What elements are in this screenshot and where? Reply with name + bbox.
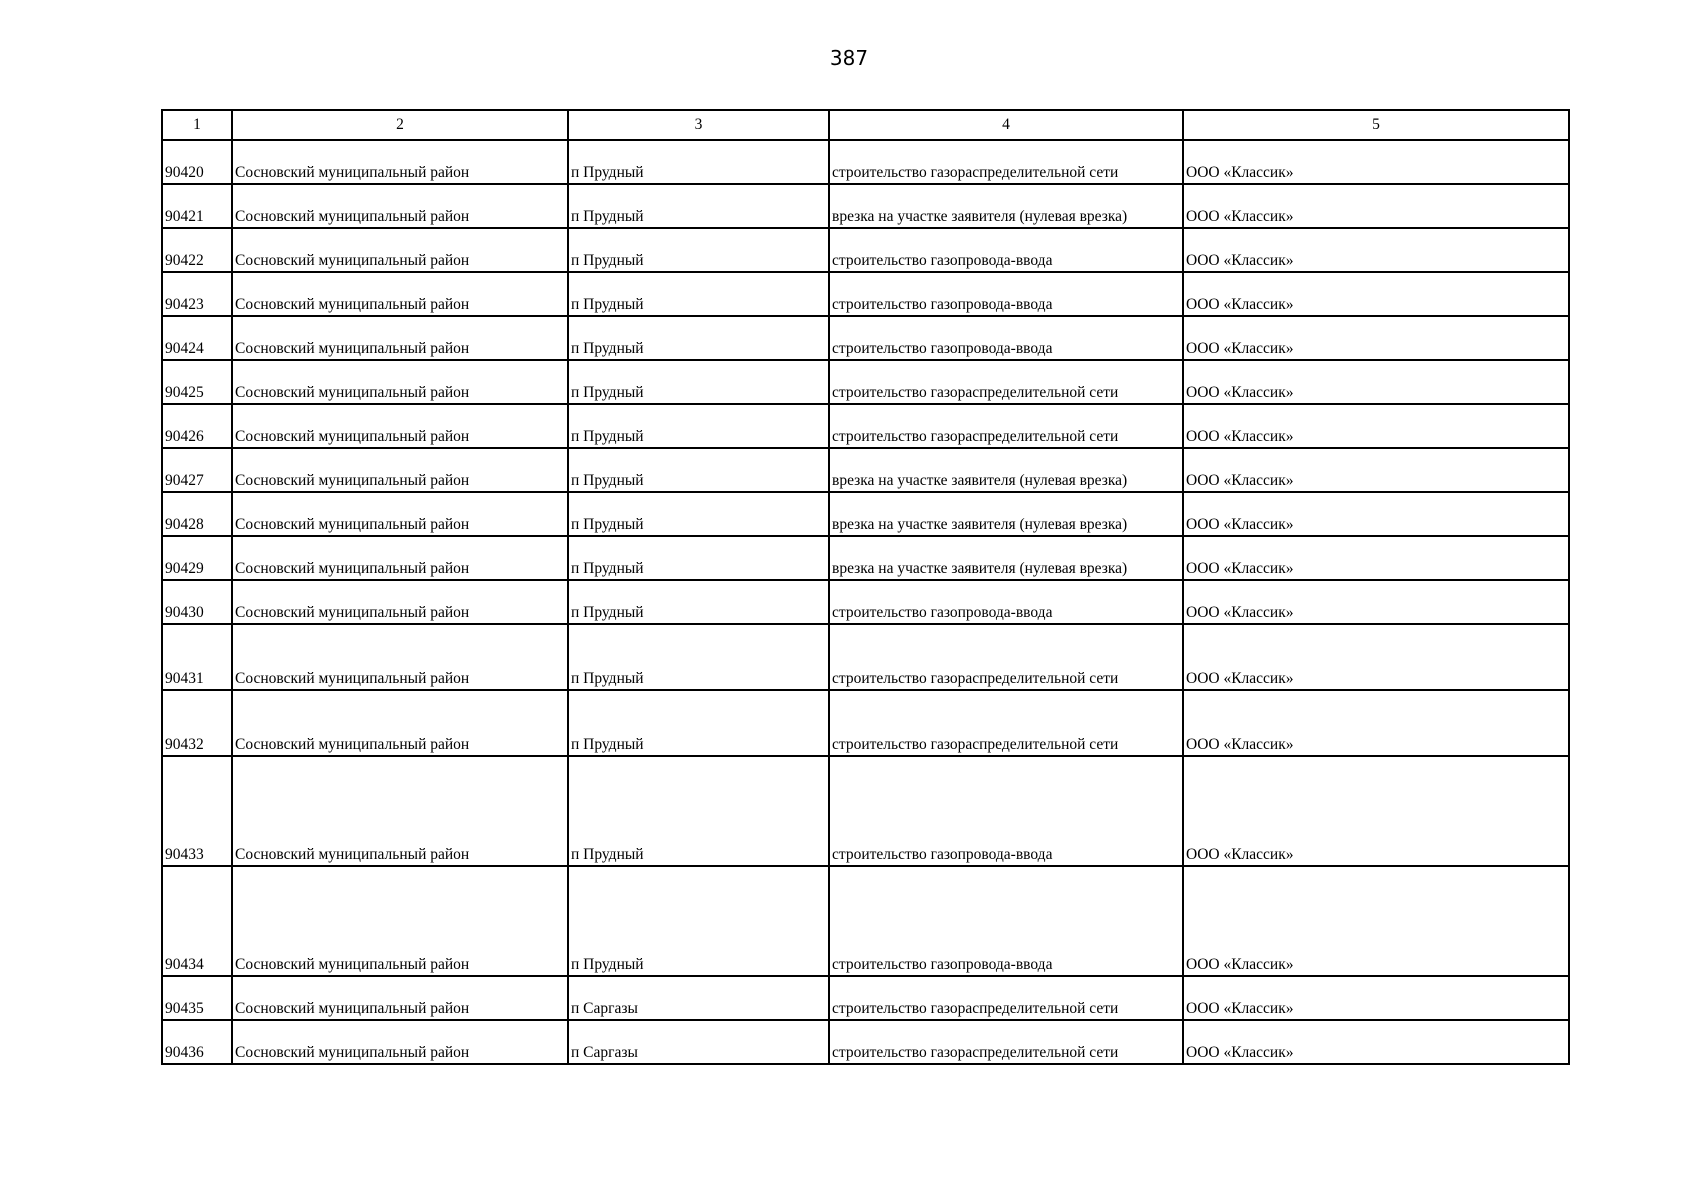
work-type-cell: врезка на участке заявителя (нулевая врезка) <box>829 536 1183 580</box>
district-cell: Сосновский муниципальный район <box>232 690 568 756</box>
settlement-cell: п Прудный <box>568 360 829 404</box>
table-row <box>162 580 1569 624</box>
district-cell: Сосновский муниципальный район <box>232 536 568 580</box>
row-id-cell: 90430 <box>162 580 232 624</box>
row-id-cell: 90432 <box>162 690 232 756</box>
row-id-cell: 90425 <box>162 360 232 404</box>
page-number: 387 <box>829 46 869 70</box>
table-row <box>162 360 1569 404</box>
table-row <box>162 624 1569 690</box>
table-row <box>162 228 1569 272</box>
row-id-cell: 90420 <box>162 140 232 184</box>
settlement-cell: п Прудный <box>568 404 829 448</box>
table-row <box>162 404 1569 448</box>
organization-cell: ООО «Классик» <box>1183 536 1569 580</box>
table-row <box>162 140 1569 184</box>
settlement-cell: п Прудный <box>568 536 829 580</box>
settlement-cell: п Прудный <box>568 756 829 866</box>
table-row <box>162 866 1569 976</box>
register-table <box>161 109 1570 1065</box>
work-type-cell: строительство газораспределительной сети <box>829 690 1183 756</box>
row-id-cell: 90429 <box>162 536 232 580</box>
district-cell: Сосновский муниципальный район <box>232 272 568 316</box>
settlement-cell: п Прудный <box>568 448 829 492</box>
organization-cell: ООО «Классик» <box>1183 272 1569 316</box>
organization-cell: ООО «Классик» <box>1183 404 1569 448</box>
organization-cell: ООО «Классик» <box>1183 228 1569 272</box>
column-header-3: 3 <box>568 110 829 140</box>
row-id-cell: 90424 <box>162 316 232 360</box>
table-row <box>162 272 1569 316</box>
row-id-cell: 90422 <box>162 228 232 272</box>
organization-cell: ООО «Классик» <box>1183 976 1569 1020</box>
work-type-cell: строительство газопровода-ввода <box>829 272 1183 316</box>
district-cell: Сосновский муниципальный район <box>232 492 568 536</box>
organization-cell: ООО «Классик» <box>1183 316 1569 360</box>
work-type-cell: строительство газопровода-ввода <box>829 228 1183 272</box>
work-type-cell: врезка на участке заявителя (нулевая врезка) <box>829 184 1183 228</box>
district-cell: Сосновский муниципальный район <box>232 360 568 404</box>
work-type-cell: строительство газораспределительной сети <box>829 404 1183 448</box>
work-type-cell: врезка на участке заявителя (нулевая врезка) <box>829 448 1183 492</box>
settlement-cell: п Саргазы <box>568 976 829 1020</box>
settlement-cell: п Прудный <box>568 492 829 536</box>
organization-cell: ООО «Классик» <box>1183 1020 1569 1064</box>
district-cell: Сосновский муниципальный район <box>232 448 568 492</box>
settlement-cell: п Прудный <box>568 272 829 316</box>
settlement-cell: п Прудный <box>568 690 829 756</box>
district-cell: Сосновский муниципальный район <box>232 404 568 448</box>
organization-cell: ООО «Классик» <box>1183 580 1569 624</box>
work-type-cell: строительство газопровода-ввода <box>829 866 1183 976</box>
table-row <box>162 756 1569 866</box>
column-header-1: 1 <box>162 110 232 140</box>
work-type-cell: строительство газораспределительной сети <box>829 360 1183 404</box>
row-id-cell: 90427 <box>162 448 232 492</box>
row-id-cell: 90428 <box>162 492 232 536</box>
work-type-cell: строительство газораспределительной сети <box>829 624 1183 690</box>
district-cell: Сосновский муниципальный район <box>232 228 568 272</box>
organization-cell: ООО «Классик» <box>1183 756 1569 866</box>
column-header-4: 4 <box>829 110 1183 140</box>
row-id-cell: 90421 <box>162 184 232 228</box>
table-row <box>162 184 1569 228</box>
organization-cell: ООО «Классик» <box>1183 184 1569 228</box>
row-id-cell: 90434 <box>162 866 232 976</box>
work-type-cell: строительство газораспределительной сети <box>829 140 1183 184</box>
table-row <box>162 1020 1569 1064</box>
work-type-cell: строительство газораспределительной сети <box>829 976 1183 1020</box>
column-header-2: 2 <box>232 110 568 140</box>
column-header-5: 5 <box>1183 110 1569 140</box>
table-row <box>162 536 1569 580</box>
work-type-cell: строительство газораспределительной сети <box>829 1020 1183 1064</box>
table-row <box>162 690 1569 756</box>
work-type-cell: врезка на участке заявителя (нулевая врезка) <box>829 492 1183 536</box>
organization-cell: ООО «Классик» <box>1183 360 1569 404</box>
settlement-cell: п Прудный <box>568 184 829 228</box>
settlement-cell: п Прудный <box>568 866 829 976</box>
organization-cell: ООО «Классик» <box>1183 866 1569 976</box>
row-id-cell: 90433 <box>162 756 232 866</box>
organization-cell: ООО «Классик» <box>1183 690 1569 756</box>
settlement-cell: п Прудный <box>568 228 829 272</box>
district-cell: Сосновский муниципальный район <box>232 866 568 976</box>
organization-cell: ООО «Классик» <box>1183 624 1569 690</box>
organization-cell: ООО «Классик» <box>1183 448 1569 492</box>
row-id-cell: 90436 <box>162 1020 232 1064</box>
district-cell: Сосновский муниципальный район <box>232 756 568 866</box>
table-body <box>162 140 1569 1064</box>
table-row <box>162 492 1569 536</box>
row-id-cell: 90431 <box>162 624 232 690</box>
organization-cell: ООО «Классик» <box>1183 492 1569 536</box>
settlement-cell: п Прудный <box>568 580 829 624</box>
district-cell: Сосновский муниципальный район <box>232 140 568 184</box>
row-id-cell: 90435 <box>162 976 232 1020</box>
district-cell: Сосновский муниципальный район <box>232 580 568 624</box>
work-type-cell: строительство газопровода-ввода <box>829 580 1183 624</box>
work-type-cell: строительство газопровода-ввода <box>829 756 1183 866</box>
row-id-cell: 90423 <box>162 272 232 316</box>
table-row <box>162 976 1569 1020</box>
district-cell: Сосновский муниципальный район <box>232 624 568 690</box>
district-cell: Сосновский муниципальный район <box>232 184 568 228</box>
settlement-cell: п Прудный <box>568 140 829 184</box>
organization-cell: ООО «Классик» <box>1183 140 1569 184</box>
row-id-cell: 90426 <box>162 404 232 448</box>
header-row <box>162 110 1569 140</box>
settlement-cell: п Прудный <box>568 316 829 360</box>
table-row <box>162 448 1569 492</box>
settlement-cell: п Саргазы <box>568 1020 829 1064</box>
settlement-cell: п Прудный <box>568 624 829 690</box>
work-type-cell: строительство газопровода-ввода <box>829 316 1183 360</box>
district-cell: Сосновский муниципальный район <box>232 976 568 1020</box>
table-row <box>162 316 1569 360</box>
district-cell: Сосновский муниципальный район <box>232 316 568 360</box>
district-cell: Сосновский муниципальный район <box>232 1020 568 1064</box>
